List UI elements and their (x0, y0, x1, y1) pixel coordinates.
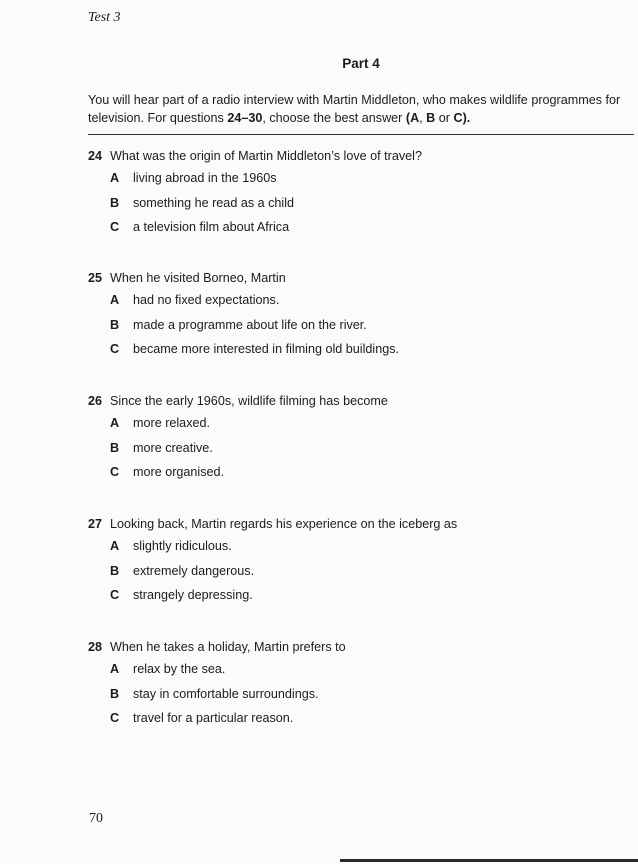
question-text: What was the origin of Martin Middleton’s love of travel? (110, 149, 422, 163)
question-number: 24 (88, 149, 103, 163)
question-range: 24–30 (227, 111, 263, 125)
part-title: Part 4 (342, 56, 380, 71)
option-c (88, 583, 628, 608)
instructions-intro: You will hear part of a radio interview with Martin Middleton, who makes wildlife programmes for television. For questions (88, 93, 621, 125)
option-b (88, 191, 628, 216)
question-stem (88, 268, 628, 288)
question-28 (88, 637, 628, 731)
instructions-mid: , choose the best answer (262, 111, 406, 125)
page-number: 70 (89, 811, 103, 826)
question-25 (88, 268, 628, 362)
option-a (88, 288, 628, 313)
question-24 (88, 146, 628, 240)
option-letter: B (110, 686, 120, 701)
option-text: a television film about Africa (133, 220, 290, 234)
option-letter: B (110, 195, 120, 210)
question-number: 27 (88, 517, 103, 531)
option-letter: A (110, 416, 120, 430)
question-text: When he visited Borneo, Martin (110, 271, 286, 285)
option-text: more creative. (133, 440, 213, 455)
option-text: travel for a particular reason. (133, 711, 294, 725)
option-text: more organised. (133, 465, 225, 479)
option-text: made a programme about life on the river. (133, 317, 367, 332)
option-text: extremely dangerous. (133, 563, 255, 578)
running-head: Test 3 (88, 10, 121, 25)
option-text: more relaxed. (133, 416, 210, 430)
option-text: slightly ridiculous. (133, 539, 232, 553)
bottom-rule (340, 859, 638, 862)
option-text: became more interested in filming old buildings. (133, 342, 400, 356)
option-letter: A (110, 539, 120, 553)
option-a (88, 166, 628, 191)
option-c (88, 337, 628, 362)
option-letter: C (110, 220, 120, 234)
option-letter: B (110, 563, 120, 578)
instructions-paren-open: ( (405, 111, 411, 125)
option-b (88, 559, 628, 584)
option-a (88, 657, 628, 682)
option-letter: C (110, 465, 120, 479)
question-number: 28 (88, 640, 103, 654)
option-letter: C (110, 342, 120, 356)
question-26 (88, 391, 628, 485)
divider-rule (88, 134, 634, 135)
option-a (88, 534, 628, 559)
instructions-or: or (435, 111, 454, 125)
option-text: something he read as a child (133, 195, 295, 210)
question-number: 25 (88, 271, 103, 285)
option-c (88, 460, 628, 485)
question-text: Since the early 1960s, wildlife filming has become (110, 394, 388, 408)
question-stem (88, 391, 628, 411)
option-letter: A (110, 293, 120, 307)
option-text: relax by the sea. (133, 662, 226, 676)
option-a (88, 411, 628, 436)
option-text: had no fixed expectations. (133, 293, 280, 307)
option-b (88, 313, 628, 338)
question-stem (88, 146, 628, 166)
option-letter: B (110, 440, 120, 455)
option-letter: A (110, 662, 120, 676)
option-b (88, 436, 628, 461)
question-stem (88, 637, 628, 657)
instructions-option-a: A (410, 111, 420, 125)
question-number: 26 (88, 394, 103, 408)
instructions-paren-close: ). (462, 111, 471, 125)
question-27 (88, 514, 628, 608)
option-letter: C (110, 711, 120, 725)
option-text: living abroad in the 1960s (133, 171, 277, 185)
option-b (88, 682, 628, 707)
option-text: stay in comfortable surroundings. (133, 686, 319, 701)
instructions (88, 91, 634, 127)
instructions-comma: , (419, 111, 427, 125)
instructions-option-c: C (453, 111, 463, 125)
question-stem (88, 514, 628, 534)
option-letter: C (110, 588, 120, 602)
instructions-option-b: B (426, 111, 436, 125)
option-c (88, 215, 628, 240)
option-c (88, 706, 628, 731)
question-text: When he takes a holiday, Martin prefers to (110, 640, 346, 654)
option-text: strangely depressing. (133, 588, 253, 602)
option-letter: A (110, 171, 120, 185)
question-text: Looking back, Martin regards his experience on the iceberg as (110, 517, 458, 531)
option-letter: B (110, 317, 120, 332)
